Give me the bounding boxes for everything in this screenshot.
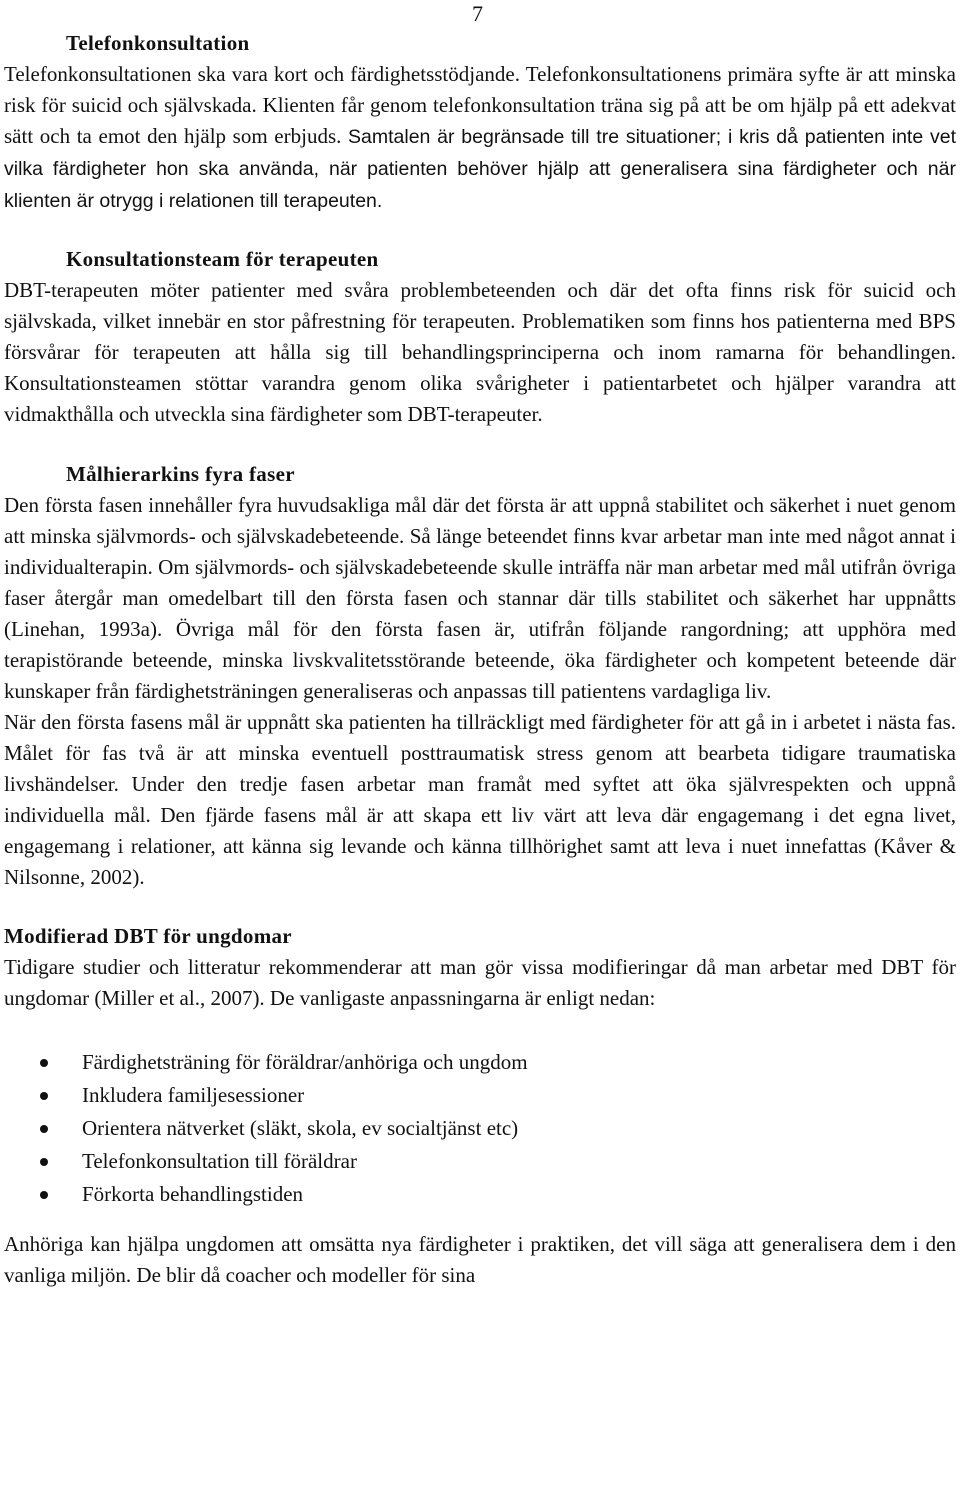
bullet-icon: [40, 1125, 48, 1133]
paragraph-anhoriga: Anhöriga kan hjälpa ungdomen att omsätta nya färdigheter i praktiken, det vill säga att generalisera dem i den vanliga miljön. De blir då coacher och modeller för sina: [4, 1232, 956, 1287]
paragraph-malhierarki-1: Den första fasen innehåller fyra huvudsakliga mål där det första är att uppnå stabilitet och säkerhet i nuet genom att minska självmords- och självskadebeteende. Så länge beteendet finns kvar arbetar man inte med något annat i individualterapin. Om självmords- och självskadebeteende skulle inträffa när man arbetar med mål utifrån övriga faser återgår man omedelbart till den första fasen och stannar där tills stabilitet och säkerhet har uppnåtts (Linehan, 1993a). Övriga mål för den första fasen är, utifrån följande rangordning; att upphöra med terapistörande beteende, minska livskvalitetsstörande beteende, öka färdigheter och kompetent beteende där kunskaper från färdighetsträningen generaliseras och anpassas till patientens vardagliga liv.: [4, 493, 956, 703]
paragraph-malhierarki-2: När den första fasens mål är uppnått ska patienten ha tillräckligt med färdigheter för att gå in i arbetet i nästa fas. Målet för fas två är att minska eventuell posttraumatisk stress genom att bearbeta tidigare traumatiska livshändelser. Under den tredje fasen arbetar man framåt med syftet att öka självrespekten och uppnå individuella mål. Den fjärde fasens mål är att skapa ett liv värt att leva där engagemang i det egna livet, engagemang i relationer, att känna sig levande och känna tillhörighet samt att leva i nuet innefattas (Kåver & Nilsonne, 2002).: [4, 710, 956, 889]
paragraph-telefonkonsultation: [4, 59, 956, 217]
section-heading-konsultationsteam: Konsultationsteam för terapeuten: [66, 247, 379, 271]
list-item-text: Orientera nätverket (släkt, skola, ev socialtjänst etc): [82, 1116, 519, 1140]
spacer: [4, 1211, 956, 1229]
spacer: [4, 430, 956, 459]
section-konsultationsteam: [4, 244, 956, 430]
list-item-text: Färdighetsträning för föräldrar/anhöriga och ungdom: [82, 1050, 528, 1074]
section-malhierarki: [4, 459, 956, 893]
paragraph-telefonkonsultation-lead: Telefonkonsultationen ska vara kort och färdighetsstödjande. Telefonkonsultationens primära syfte är att minska risk för suicid och självskada. Klienten får genom telefonkonsultation träna sig på att be om hjälp på ett adekvat sätt och ta emot den hjälp som erbjuds.: [4, 62, 956, 148]
section-heading-malhierarki: Målhierarkins fyra faser: [66, 462, 295, 486]
spacer: [4, 893, 956, 921]
list-item: [38, 1145, 956, 1178]
bullet-icon: [40, 1059, 48, 1067]
list-item-text: Telefonkonsultation till föräldrar: [82, 1149, 357, 1173]
list-item: [38, 1178, 956, 1211]
list-item-text: Inkludera familjesessioner: [82, 1083, 305, 1107]
section-modifierad-dbt: [4, 921, 956, 1291]
section-heading-modifierad-dbt: Modifierad DBT för ungdomar: [4, 924, 292, 948]
paragraph-telefonkonsultation-rest: Samtalen är begränsade till tre situationer; i kris då patienten inte vet vilka färdigheter hon ska använda, när patienten behöver hjälp att generalisera sina färdigheter och när klienten är otrygg i relationen till terapeuten.: [4, 126, 956, 212]
page-number: 7: [472, 1, 483, 26]
spacer: [4, 1014, 956, 1046]
list-item: [38, 1112, 956, 1145]
bullet-icon: [40, 1191, 48, 1199]
bullet-icon: [40, 1092, 48, 1100]
list-item: [38, 1079, 956, 1112]
list-item: [38, 1046, 956, 1079]
paragraph-modifierad-dbt: Tidigare studier och litteratur rekommenderar att man gör vissa modifieringar då man arbetar med DBT för ungdomar (Miller et al., 2007). De vanligaste anpassningarna är enligt nedan:: [4, 955, 956, 1010]
bullet-icon: [40, 1158, 48, 1166]
section-telefonkonsultation: [4, 28, 956, 217]
adaptation-list: [4, 1046, 956, 1211]
paragraph-konsultationsteam: DBT-terapeuten möter patienter med svåra problembeteenden och där det ofta finns risk för suicid och självskada, vilket innebär en stor påfrestning för terapeuten. Problematiken som finns hos patienterna med BPS försvårar för terapeuten att hålla sig till behandlingsprinciperna och inom ramarna för behandlingen. Konsultationsteamen stöttar varandra genom olika svårigheter i patientarbetet och hjälper varandra att vidmakthålla och utveckla sina färdigheter som DBT-terapeuter.: [4, 278, 956, 426]
section-heading-telefonkonsultation: Telefonkonsultation: [66, 31, 250, 55]
spacer: [4, 217, 956, 244]
list-item-text: Förkorta behandlingstiden: [82, 1182, 304, 1206]
